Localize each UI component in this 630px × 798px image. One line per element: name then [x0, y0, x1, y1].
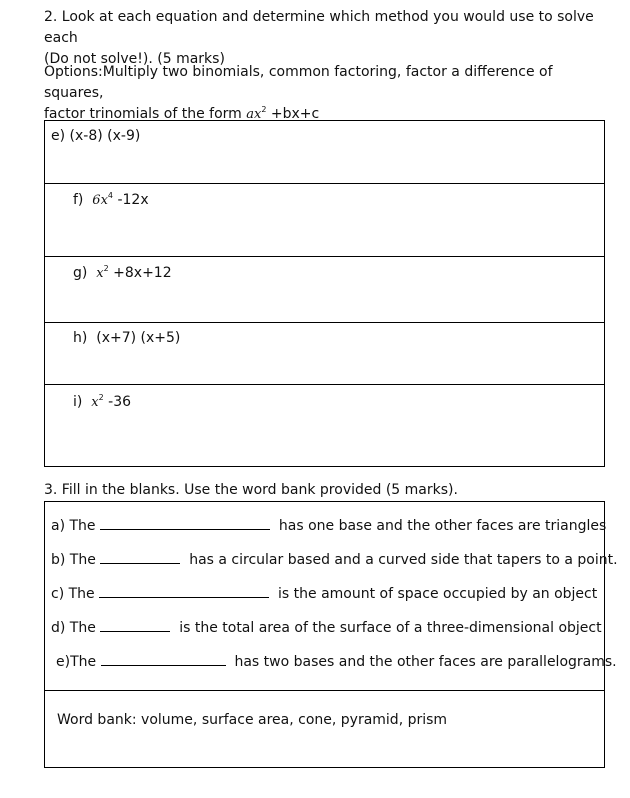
q2-row-f	[45, 184, 604, 257]
fill-item-e: e)The has two bases and the other faces are parallelograms.	[56, 654, 617, 670]
word-bank: Word bank: volume, surface area, cone, pyramid, prism	[57, 712, 448, 728]
q2-row-i	[45, 385, 604, 468]
q2-table	[44, 120, 605, 467]
row-h-text: h) (x+7) (x+5)	[73, 330, 181, 346]
q2-row-h	[45, 323, 604, 385]
blank-d[interactable]	[100, 618, 170, 632]
row-i-text: i) $x^2$ -36	[73, 393, 132, 410]
q2-heading-line2: (Do not solve!). (5 marks)	[44, 51, 225, 67]
q2-options-line2: factor trinomials of the form $ax^2 +bx+c$	[44, 105, 320, 122]
fill-item-c: c) The is the amount of space occupied by an object	[51, 586, 598, 602]
q2-options-line1: Options:Multiply two binomials, common factoring, factor a difference of squares,	[44, 64, 553, 101]
q2-options	[44, 62, 614, 125]
options-exp: 2	[261, 105, 267, 114]
fill-item-b: b) The has a circular based and a curved side that tapers to a point.	[51, 552, 618, 568]
row-e-text: e) (x-8) (x-9)	[51, 128, 141, 144]
q2-row-e	[45, 121, 604, 184]
q2-row-g	[45, 257, 604, 323]
blank-c[interactable]	[99, 584, 269, 598]
blank-e[interactable]	[101, 652, 226, 666]
fill-item-d: d) The is the total area of the surface of a three-dimensional object	[51, 620, 602, 636]
options-var: ax	[246, 107, 262, 122]
blank-b[interactable]	[100, 550, 180, 564]
row-f-text: f) $6x^4$ -12x	[73, 191, 149, 208]
q3-fill-section	[45, 502, 618, 691]
blank-a[interactable]	[100, 516, 270, 530]
fill-item-a: a) The has one base and the other faces are triangles	[51, 518, 607, 534]
q2-heading-line1: 2. Look at each equation and determine which method you would use to solve each	[44, 9, 594, 46]
q3-heading: 3. Fill in the blanks. Use the word bank provided (5 marks).	[44, 482, 458, 498]
q3-box	[44, 501, 618, 768]
word-bank-section	[45, 691, 604, 769]
q2-heading	[44, 7, 614, 70]
row-g-text: g) $x^2 +8x+12$	[73, 264, 172, 281]
